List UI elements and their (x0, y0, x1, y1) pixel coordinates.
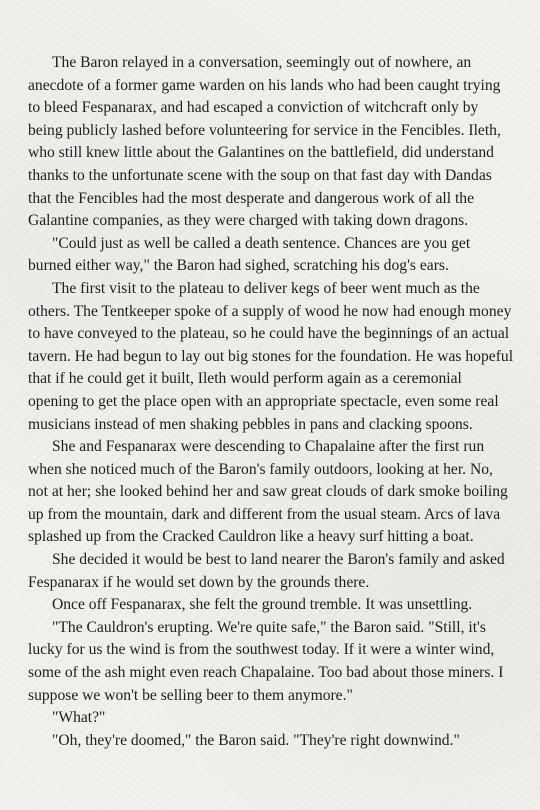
paragraph: The first visit to the plateau to deliver kegs of beer went much as the others. The Tentkeeper spoke of a supply of wood he now had enough money to have conveyed to the plateau, so he could have the beginnings of an actual tavern. He had begun to lay out big stones for the foundation. He was hopeful that if he could get it built, Ileth would perform again as a ceremonial opening to get the place open with an appropriate spectacle, even some real musicians instead of men shaking pebbles in pans and clacking spoons. (28, 279, 514, 433)
page-text (28, 52, 516, 752)
paragraph: She and Fespanarax were descending to Chapalaine after the first run when she noticed much of the Baron's family outdoors, looking at her. No, not at her; she looked behind her and saw great clouds of dark smoke boiling up from the mountain, dark and different from the usual steam. Arcs of lava splashed up from the Cracked Cauldron like a heavy surf hitting a boat. (28, 438, 508, 546)
paragraph: "Could just as well be called a death sentence. Chances are you get burned either way," the Baron had sighed, scratching his dog's ears. (28, 234, 471, 275)
paragraph: "Oh, they're doomed," the Baron said. "They're right downwind." (52, 731, 460, 749)
paragraph: She decided it would be best to land nearer the Baron's family and asked Fespanarax if he would set down by the grounds there. (28, 551, 505, 591)
paragraph: "The Cauldron's erupting. We're quite safe," the Baron said. "Still, it's lucky for us the wind is from the southwest today. If it were a winter wind, some of the ash might even reach Chapalaine. Too bad about those miners. I suppose we won't be selling beer to them anymore." (28, 618, 504, 704)
paragraph: Once off Fespanarax, she felt the ground tremble. It was unsettling. (52, 596, 473, 614)
paragraph: The Baron relayed in a conversation, seemingly out of nowhere, an anecdote of a former game warden on his lands who had been caught trying to bleed Fespanarax, and had escaped a conviction of witchcraft only by being publicly lashed before volunteering for service in the Fencibles. Ileth, who still knew little about the Galantines on the battlefield, did understand thanks to the unfortunate scene with the soup on that fast day with Dandas that the Fencibles had the most desperate and dangerous work of all the Galantine companies, as they were charged with taking down dragons. (28, 54, 501, 230)
paragraph: "What?" (52, 709, 106, 727)
